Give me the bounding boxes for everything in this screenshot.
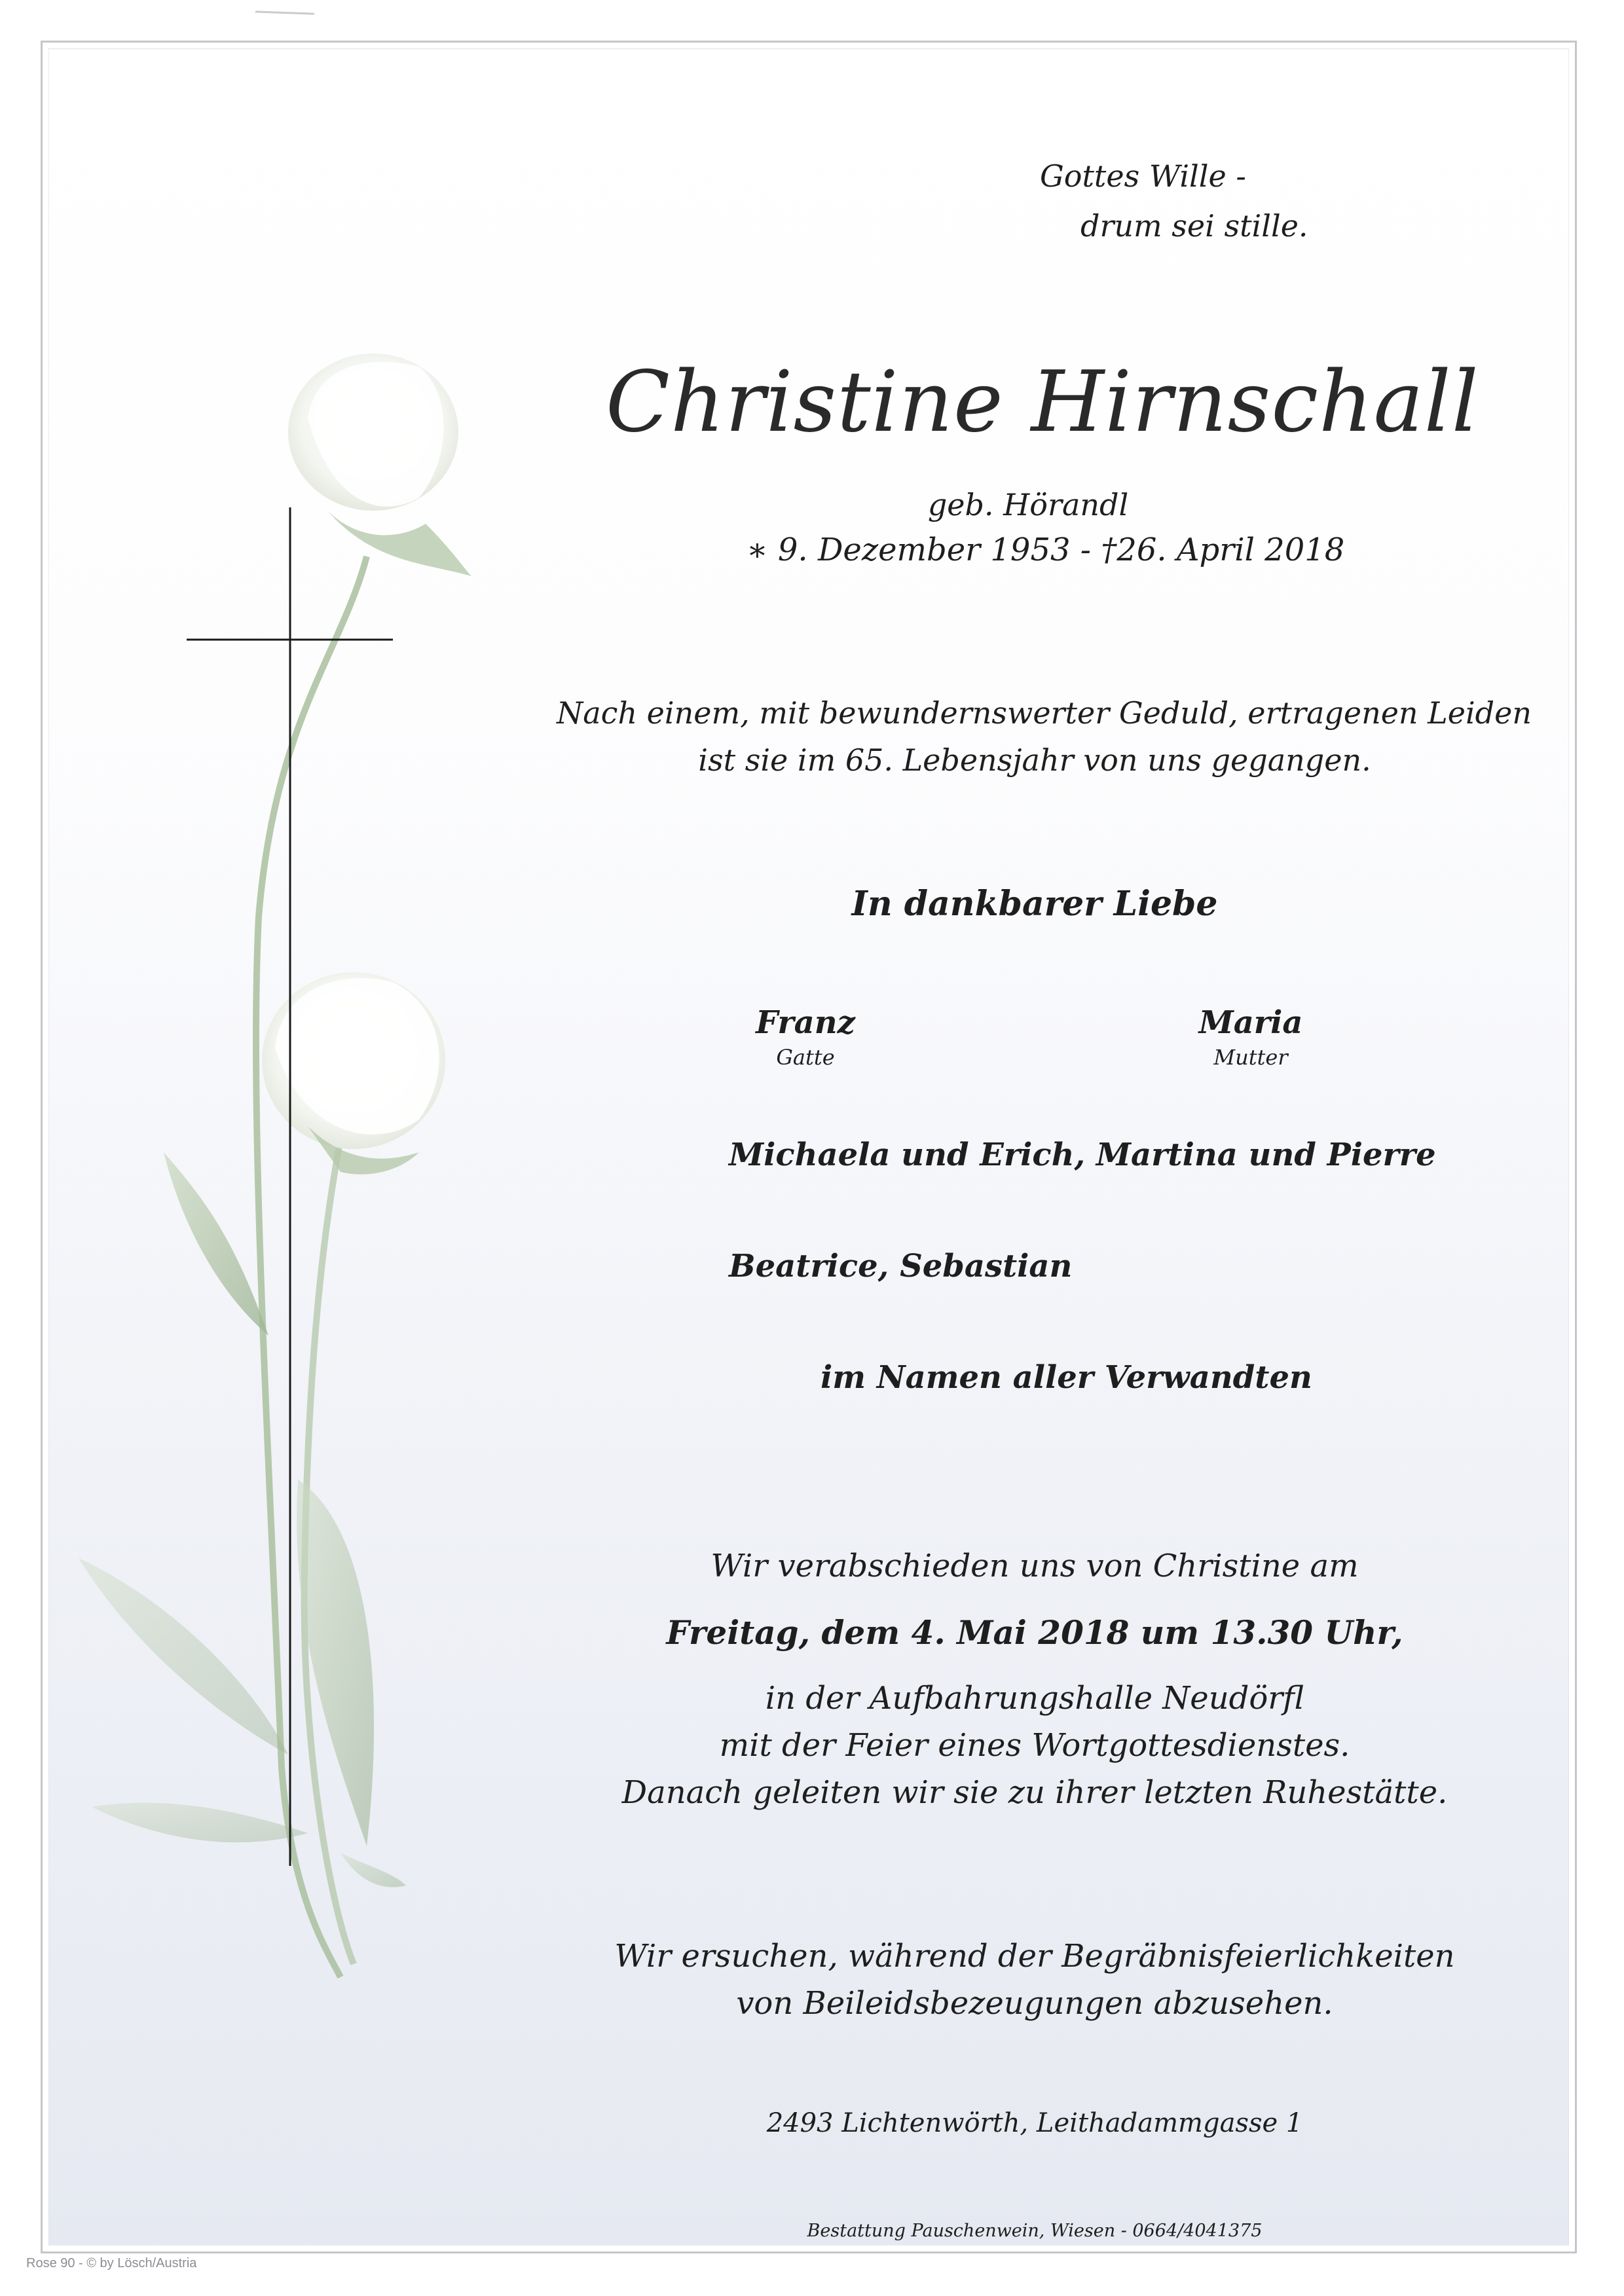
undertaker-info: Bestattung Pauschenwein, Wiesen - 0664/4041375 bbox=[807, 2221, 1263, 2241]
family-line: Michaela und Erich, Martina und Pierre bbox=[729, 1137, 1436, 1173]
born-name: geb. Hörandl bbox=[927, 487, 1129, 522]
life-dates bbox=[747, 532, 1345, 568]
funeral-date-time: Freitag, dem 4. Mai 2018 um 13.30 Uhr, bbox=[666, 1613, 1403, 1652]
mourner-address: 2493 Lichtenwörth, Leithadammgasse 1 bbox=[766, 2108, 1303, 2138]
birth-date: 9. Dezember 1953 - bbox=[777, 532, 1092, 568]
template-copyright: Rose 90 - © by Lösch/Austria bbox=[26, 2256, 197, 2270]
funeral-line-1: Wir verabschieden uns von Christine am bbox=[710, 1548, 1359, 1584]
motto-line-1: Gottes Wille - bbox=[1040, 158, 1246, 194]
deceased-name: Christine Hirnschall bbox=[606, 354, 1479, 451]
funeral-line-5: Danach geleiten wir sie zu ihrer letzten Ruhestätte. bbox=[621, 1774, 1448, 1811]
request-line-1: Wir ersuchen, während der Begräbnisfeierlichkeiten bbox=[614, 1938, 1455, 1975]
birth-symbol: ∗ bbox=[747, 532, 768, 568]
mourner-role: Mutter bbox=[1213, 1045, 1288, 1070]
death-symbol: † bbox=[1101, 532, 1117, 568]
request-line-2: von Beileidsbezeugungen abzusehen. bbox=[736, 1985, 1333, 2022]
family-line: Beatrice, Sebastian bbox=[729, 1248, 1073, 1285]
mourner-name: Maria bbox=[1198, 1004, 1303, 1041]
death-notice-line-2: ist sie im 65. Lebensjahr von uns gegangen. bbox=[698, 742, 1371, 778]
motto-line-2: drum sei stille. bbox=[1080, 208, 1308, 244]
gratitude-heading: In dankbarer Liebe bbox=[851, 884, 1218, 924]
death-date: 26. April 2018 bbox=[1116, 532, 1345, 568]
mourner-name: Franz bbox=[756, 1004, 855, 1041]
death-notice-line-1: Nach einem, mit bewundernswerter Geduld, ertragenen Leiden bbox=[557, 695, 1532, 731]
relatives-line: im Namen aller Verwandten bbox=[821, 1359, 1312, 1396]
mourner-role: Gatte bbox=[776, 1045, 835, 1070]
funeral-line-4: mit der Feier eines Wortgottesdienstes. bbox=[719, 1727, 1350, 1764]
funeral-line-3: in der Aufbahrungshalle Neudörfl bbox=[765, 1680, 1304, 1717]
